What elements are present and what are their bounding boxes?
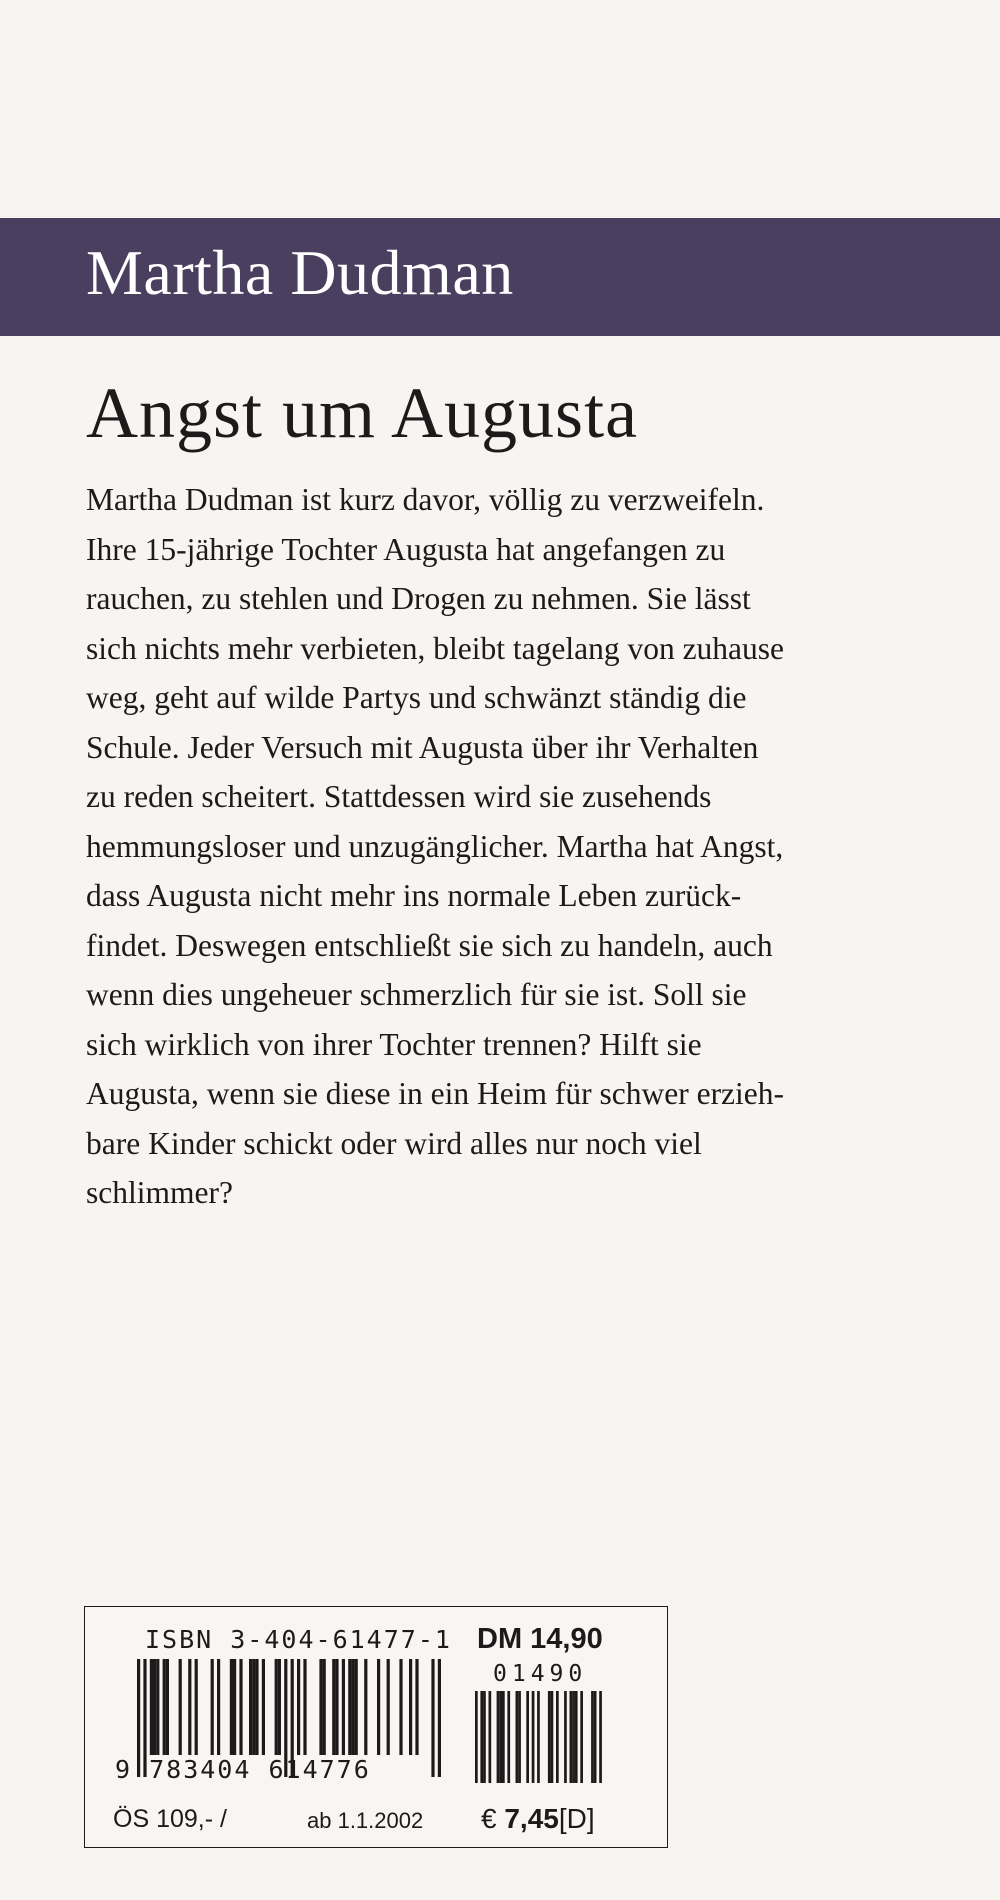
barcode-bar xyxy=(278,1659,281,1755)
barcode-bar xyxy=(480,1691,483,1783)
blurb-line: sich nichts mehr verbieten, bleibt tagelang von zuhause xyxy=(86,630,785,666)
barcode-bar xyxy=(342,1659,345,1755)
barcode-bar xyxy=(594,1691,597,1783)
author-band xyxy=(0,218,1000,336)
barcode-bar xyxy=(399,1659,402,1755)
blurb-line: bare Kinder schickt oder wird alles nur noch viel xyxy=(86,1125,702,1161)
barcode-bar xyxy=(489,1691,492,1783)
barcode-bar xyxy=(364,1659,367,1755)
barcode-bar xyxy=(387,1659,390,1755)
barcode-bar xyxy=(591,1691,594,1783)
barcode-bar xyxy=(575,1691,578,1783)
barcode-bar xyxy=(262,1659,265,1755)
barcode-bar xyxy=(570,1691,573,1783)
ean-digits: 9 783404 614776 xyxy=(115,1755,371,1784)
barcode-box xyxy=(84,1606,668,1848)
blurb-line: schlimmer? xyxy=(86,1175,233,1210)
barcode-bar xyxy=(526,1691,529,1783)
blurb-line: findet. Deswegen entschließt sie sich zu handeln, auch xyxy=(86,927,773,963)
os-price: ÖS 109,- / xyxy=(113,1805,227,1833)
barcode-bar xyxy=(233,1659,236,1755)
barcode-bar xyxy=(153,1659,156,1755)
barcode-bar xyxy=(556,1691,559,1783)
barcode-bar xyxy=(217,1659,220,1755)
barcode-bar xyxy=(499,1691,502,1783)
barcode-bar xyxy=(502,1691,505,1783)
barcode-bar xyxy=(332,1659,335,1755)
addon-digits: 01490 xyxy=(493,1661,588,1687)
barcode-bar xyxy=(409,1659,412,1755)
barcode-bar xyxy=(599,1691,602,1783)
barcode-bar xyxy=(355,1659,358,1755)
barcode-bar xyxy=(150,1659,153,1755)
barcode-bar xyxy=(239,1659,242,1755)
blurb-line: Martha Dudman ist kurz davor, völlig zu verzweifeln. xyxy=(86,482,765,517)
barcode-bar xyxy=(163,1659,166,1755)
barcode-bar xyxy=(431,1659,434,1777)
barcode-bar xyxy=(335,1659,338,1755)
barcode-bar xyxy=(188,1659,191,1755)
barcode-bar xyxy=(548,1691,551,1783)
euro-price xyxy=(481,1803,595,1835)
barcode-bar xyxy=(195,1659,198,1755)
author-name: Martha Dudman xyxy=(86,237,514,308)
barcode-bar xyxy=(156,1659,159,1755)
barcode-bar xyxy=(252,1659,255,1755)
euro-symbol: € xyxy=(481,1803,497,1834)
barcode-bar xyxy=(537,1691,540,1783)
barcode-bar xyxy=(551,1691,554,1783)
barcode-bar xyxy=(497,1691,500,1783)
barcode-bar xyxy=(275,1659,278,1755)
barcode-bar xyxy=(483,1691,486,1783)
addon-barcode xyxy=(473,1691,603,1783)
blurb-text xyxy=(86,475,906,1218)
blurb-line: weg, geht auf wilde Partys und schwänzt ständig die xyxy=(86,680,747,715)
barcode-bar xyxy=(580,1691,583,1783)
barcode-bar xyxy=(230,1659,233,1755)
barcode-bar xyxy=(323,1659,326,1755)
barcode-bar xyxy=(572,1691,575,1783)
barcode-bar xyxy=(516,1691,519,1783)
barcode-bar xyxy=(166,1659,169,1755)
barcode-bar xyxy=(415,1659,418,1755)
valid-from-date: ab 1.1.2002 xyxy=(307,1808,424,1833)
blurb-line: rauchen, zu stehlen und Drogen zu nehmen. Sie lässt xyxy=(86,581,751,616)
barcode-bar xyxy=(438,1659,441,1777)
euro-country-suffix: [D] xyxy=(558,1803,595,1834)
barcode-bar xyxy=(475,1691,478,1783)
dm-price: DM 14,90 xyxy=(477,1623,603,1655)
blurb-line: dass Augusta nicht mehr ins normale Leben zurück- xyxy=(86,878,742,913)
barcode-bar xyxy=(377,1659,380,1755)
barcode-bar xyxy=(351,1659,354,1755)
barcode-bar xyxy=(211,1659,214,1755)
barcode-bar xyxy=(297,1659,300,1755)
barcode-bar xyxy=(319,1659,322,1755)
book-title: Angst um Augusta xyxy=(86,373,639,453)
blurb-line: hemmungsloser und unzugänglicher. Martha hat Angst, xyxy=(86,828,784,864)
barcode-bar xyxy=(303,1659,306,1755)
blurb-line: Ihre 15-jährige Tochter Augusta hat angefangen zu xyxy=(86,531,726,567)
barcode-bar xyxy=(532,1691,535,1783)
blurb-line: zu reden scheitert. Stattdessen wird sie zusehends xyxy=(86,779,712,814)
barcode-bar xyxy=(507,1691,510,1783)
barcode-bar xyxy=(249,1659,252,1755)
barcode-bar xyxy=(564,1691,567,1783)
blurb-line: Schule. Jeder Versuch mit Augusta über ihr Verhalten xyxy=(86,729,759,765)
barcode-bar xyxy=(348,1659,351,1755)
barcode-bar xyxy=(518,1691,521,1783)
isbn-number: ISBN 3-404-61477-1 xyxy=(145,1625,452,1654)
blurb-line: wenn dies ungeheuer schmerzlich für sie ist. Soll sie xyxy=(86,977,747,1012)
euro-amount: 7,45 xyxy=(504,1803,559,1834)
barcode-bar xyxy=(255,1659,258,1755)
blurb-line: Augusta, wenn sie diese in ein Heim für schwer erzieh- xyxy=(86,1076,785,1111)
barcode-bar xyxy=(179,1659,182,1755)
blurb-line: sich wirklich von ihrer Tochter trennen? Hilft sie xyxy=(86,1026,702,1062)
